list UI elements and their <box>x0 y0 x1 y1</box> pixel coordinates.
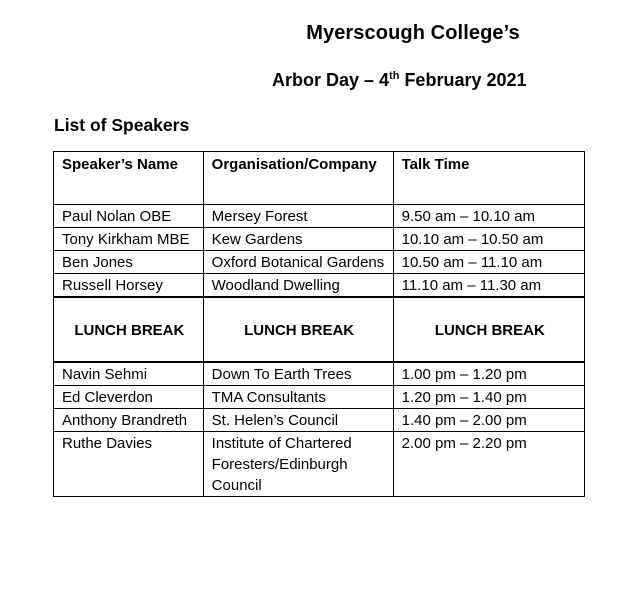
organisation-cell: TMA Consultants <box>203 386 393 409</box>
event-subtitle <box>272 70 527 91</box>
talk-time-cell: 1.00 pm – 1.20 pm <box>393 362 584 386</box>
table-row <box>54 228 585 251</box>
lunch-break-row <box>54 297 585 362</box>
subtitle-superscript: th <box>389 70 400 82</box>
document-title: Myerscough College’s <box>306 22 520 44</box>
table-row <box>54 409 585 432</box>
speakers-table <box>53 151 585 497</box>
organisation-cell: Woodland Dwelling <box>203 274 393 298</box>
subtitle-suffix: February 2021 <box>399 70 527 90</box>
talk-time-cell: 1.20 pm – 1.40 pm <box>393 386 584 409</box>
speaker-name-cell: Russell Horsey <box>54 274 204 298</box>
lunch-break-cell: LUNCH BREAK <box>393 297 584 362</box>
speaker-name-cell: Ben Jones <box>54 251 204 274</box>
speaker-name-cell: Anthony Brandreth <box>54 409 204 432</box>
table-row <box>54 251 585 274</box>
lunch-break-cell: LUNCH BREAK <box>203 297 393 362</box>
speaker-name-cell: Paul Nolan OBE <box>54 205 204 228</box>
talk-time-cell: 9.50 am – 10.10 am <box>393 205 584 228</box>
organisation-cell: Down To Earth Trees <box>203 362 393 386</box>
header-organisation: Organisation/Company <box>203 152 393 205</box>
table-row <box>54 386 585 409</box>
lunch-break-cell: LUNCH BREAK <box>54 297 204 362</box>
organisation-cell: Kew Gardens <box>203 228 393 251</box>
talk-time-cell: 10.10 am – 10.50 am <box>393 228 584 251</box>
table-row <box>54 362 585 386</box>
talk-time-cell: 11.10 am – 11.30 am <box>393 274 584 298</box>
header-speaker-name: Speaker’s Name <box>54 152 204 205</box>
talk-time-cell: 1.40 pm – 2.00 pm <box>393 409 584 432</box>
subtitle-prefix: Arbor Day – 4 <box>272 70 390 90</box>
header-talk-time: Talk Time <box>393 152 584 205</box>
table-row <box>54 274 585 298</box>
talk-time-cell: 10.50 am – 11.10 am <box>393 251 584 274</box>
list-heading: List of Speakers <box>54 115 190 135</box>
organisation-cell: Oxford Botanical Gardens <box>203 251 393 274</box>
table-row <box>54 432 585 497</box>
talk-time-cell: 2.00 pm – 2.20 pm <box>393 432 584 497</box>
organisation-cell: Mersey Forest <box>203 205 393 228</box>
speaker-name-cell: Navin Sehmi <box>54 362 204 386</box>
organisation-cell: St. Helen’s Council <box>203 409 393 432</box>
speaker-name-cell: Tony Kirkham MBE <box>54 228 204 251</box>
table-header-row <box>54 152 585 205</box>
speaker-name-cell: Ruthe Davies <box>54 432 204 497</box>
organisation-cell: Institute of Chartered Foresters/Edinburgh Council <box>203 432 393 497</box>
speaker-name-cell: Ed Cleverdon <box>54 386 204 409</box>
table-row <box>54 205 585 228</box>
